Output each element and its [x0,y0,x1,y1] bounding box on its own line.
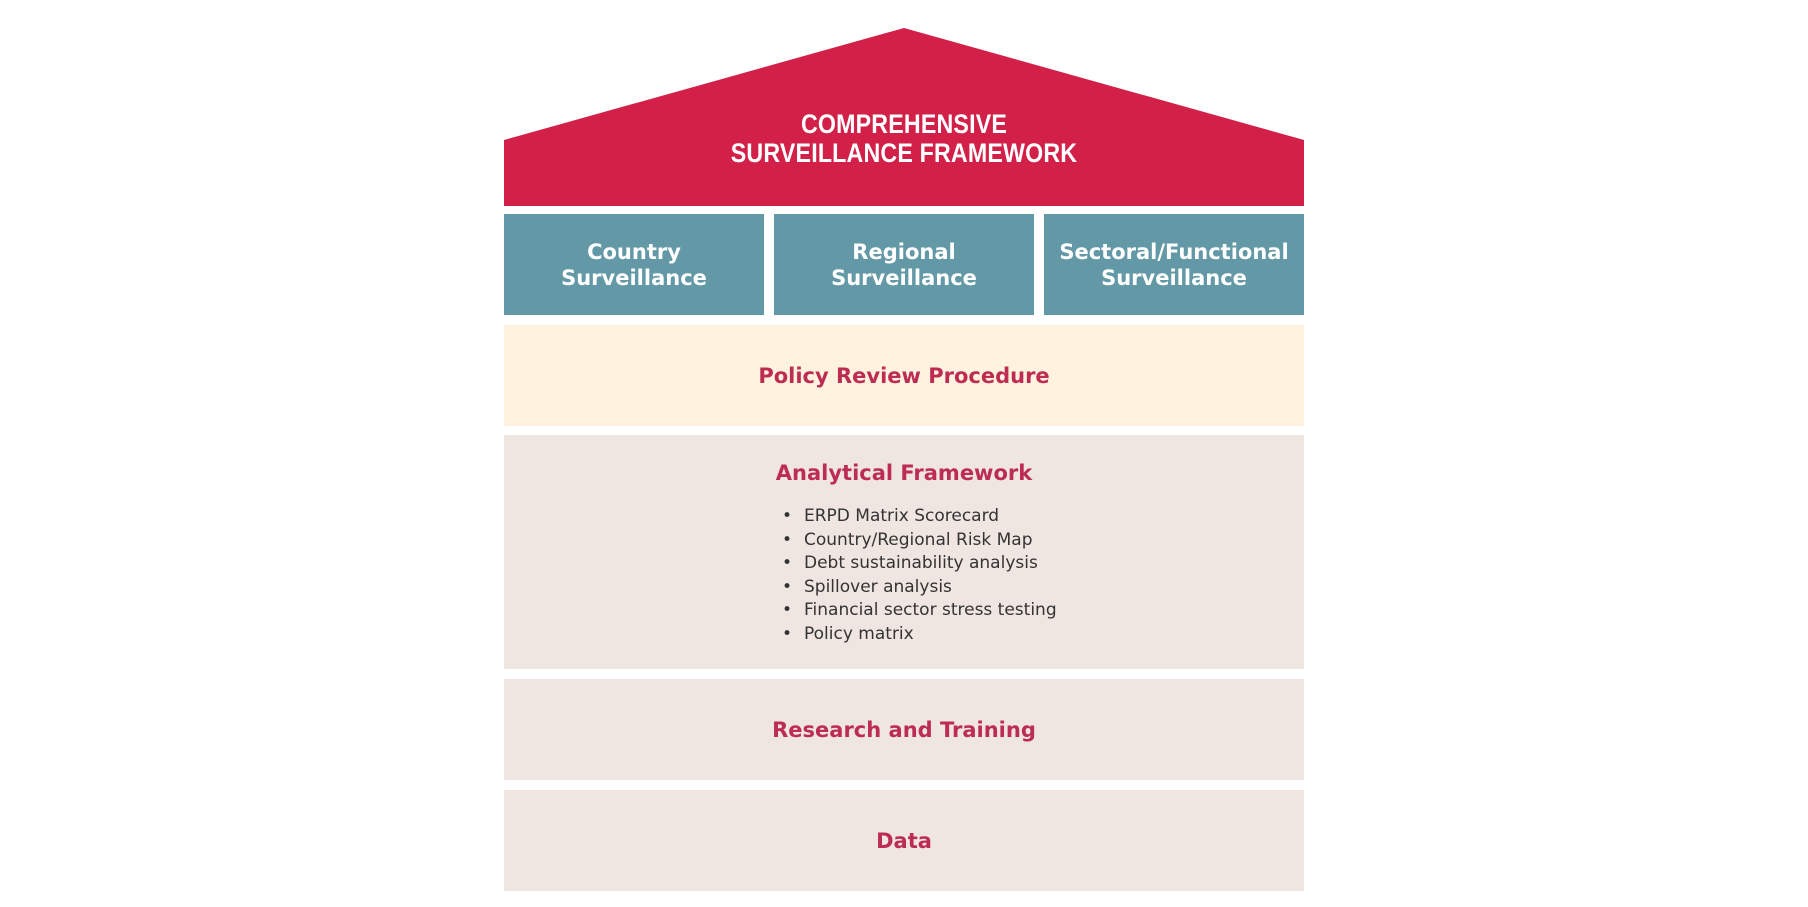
roof-title-line1: COMPREHENSIVE [800,109,1008,139]
roof-title-line2: SURVEILLANCE FRAMEWORK [730,138,1078,168]
data-label: Data [876,828,932,853]
pillar-regional-surveillance [774,214,1034,315]
analytical-framework-layer [504,435,1304,669]
pillar-label-line1: Sectoral/Functional [1059,239,1289,264]
analytical-framework-list [782,505,1057,646]
pillar-label-line2: Surveillance [831,265,977,290]
list-item: • Spillover analysis [782,576,1057,600]
pillar-label-line2: Surveillance [561,265,707,290]
pillar-label-line1: Regional [852,239,956,264]
list-item: • Country/Regional Risk Map [782,529,1057,553]
policy-review-label: Policy Review Procedure [758,363,1050,388]
pillar-country-surveillance [504,214,764,315]
pillar-label-line2: Surveillance [1101,265,1247,290]
roof [504,28,1304,206]
pillar-sectoral-functional-surveillance [1044,214,1304,315]
roof-title [560,110,1248,168]
surveillance-framework-house [504,28,1304,853]
pillar-label-line1: Country [587,239,681,264]
policy-review-layer [504,325,1304,426]
list-item: • ERPD Matrix Scorecard [782,505,1057,529]
data-layer [504,790,1304,891]
research-training-layer [504,679,1304,780]
research-training-label: Research and Training [772,717,1036,742]
analytical-framework-title: Analytical Framework [775,461,1033,485]
surveillance-pillars [504,214,1304,315]
list-item: • Policy matrix [782,623,1057,647]
list-item: • Debt sustainability analysis [782,552,1057,576]
list-item: • Financial sector stress testing [782,599,1057,623]
